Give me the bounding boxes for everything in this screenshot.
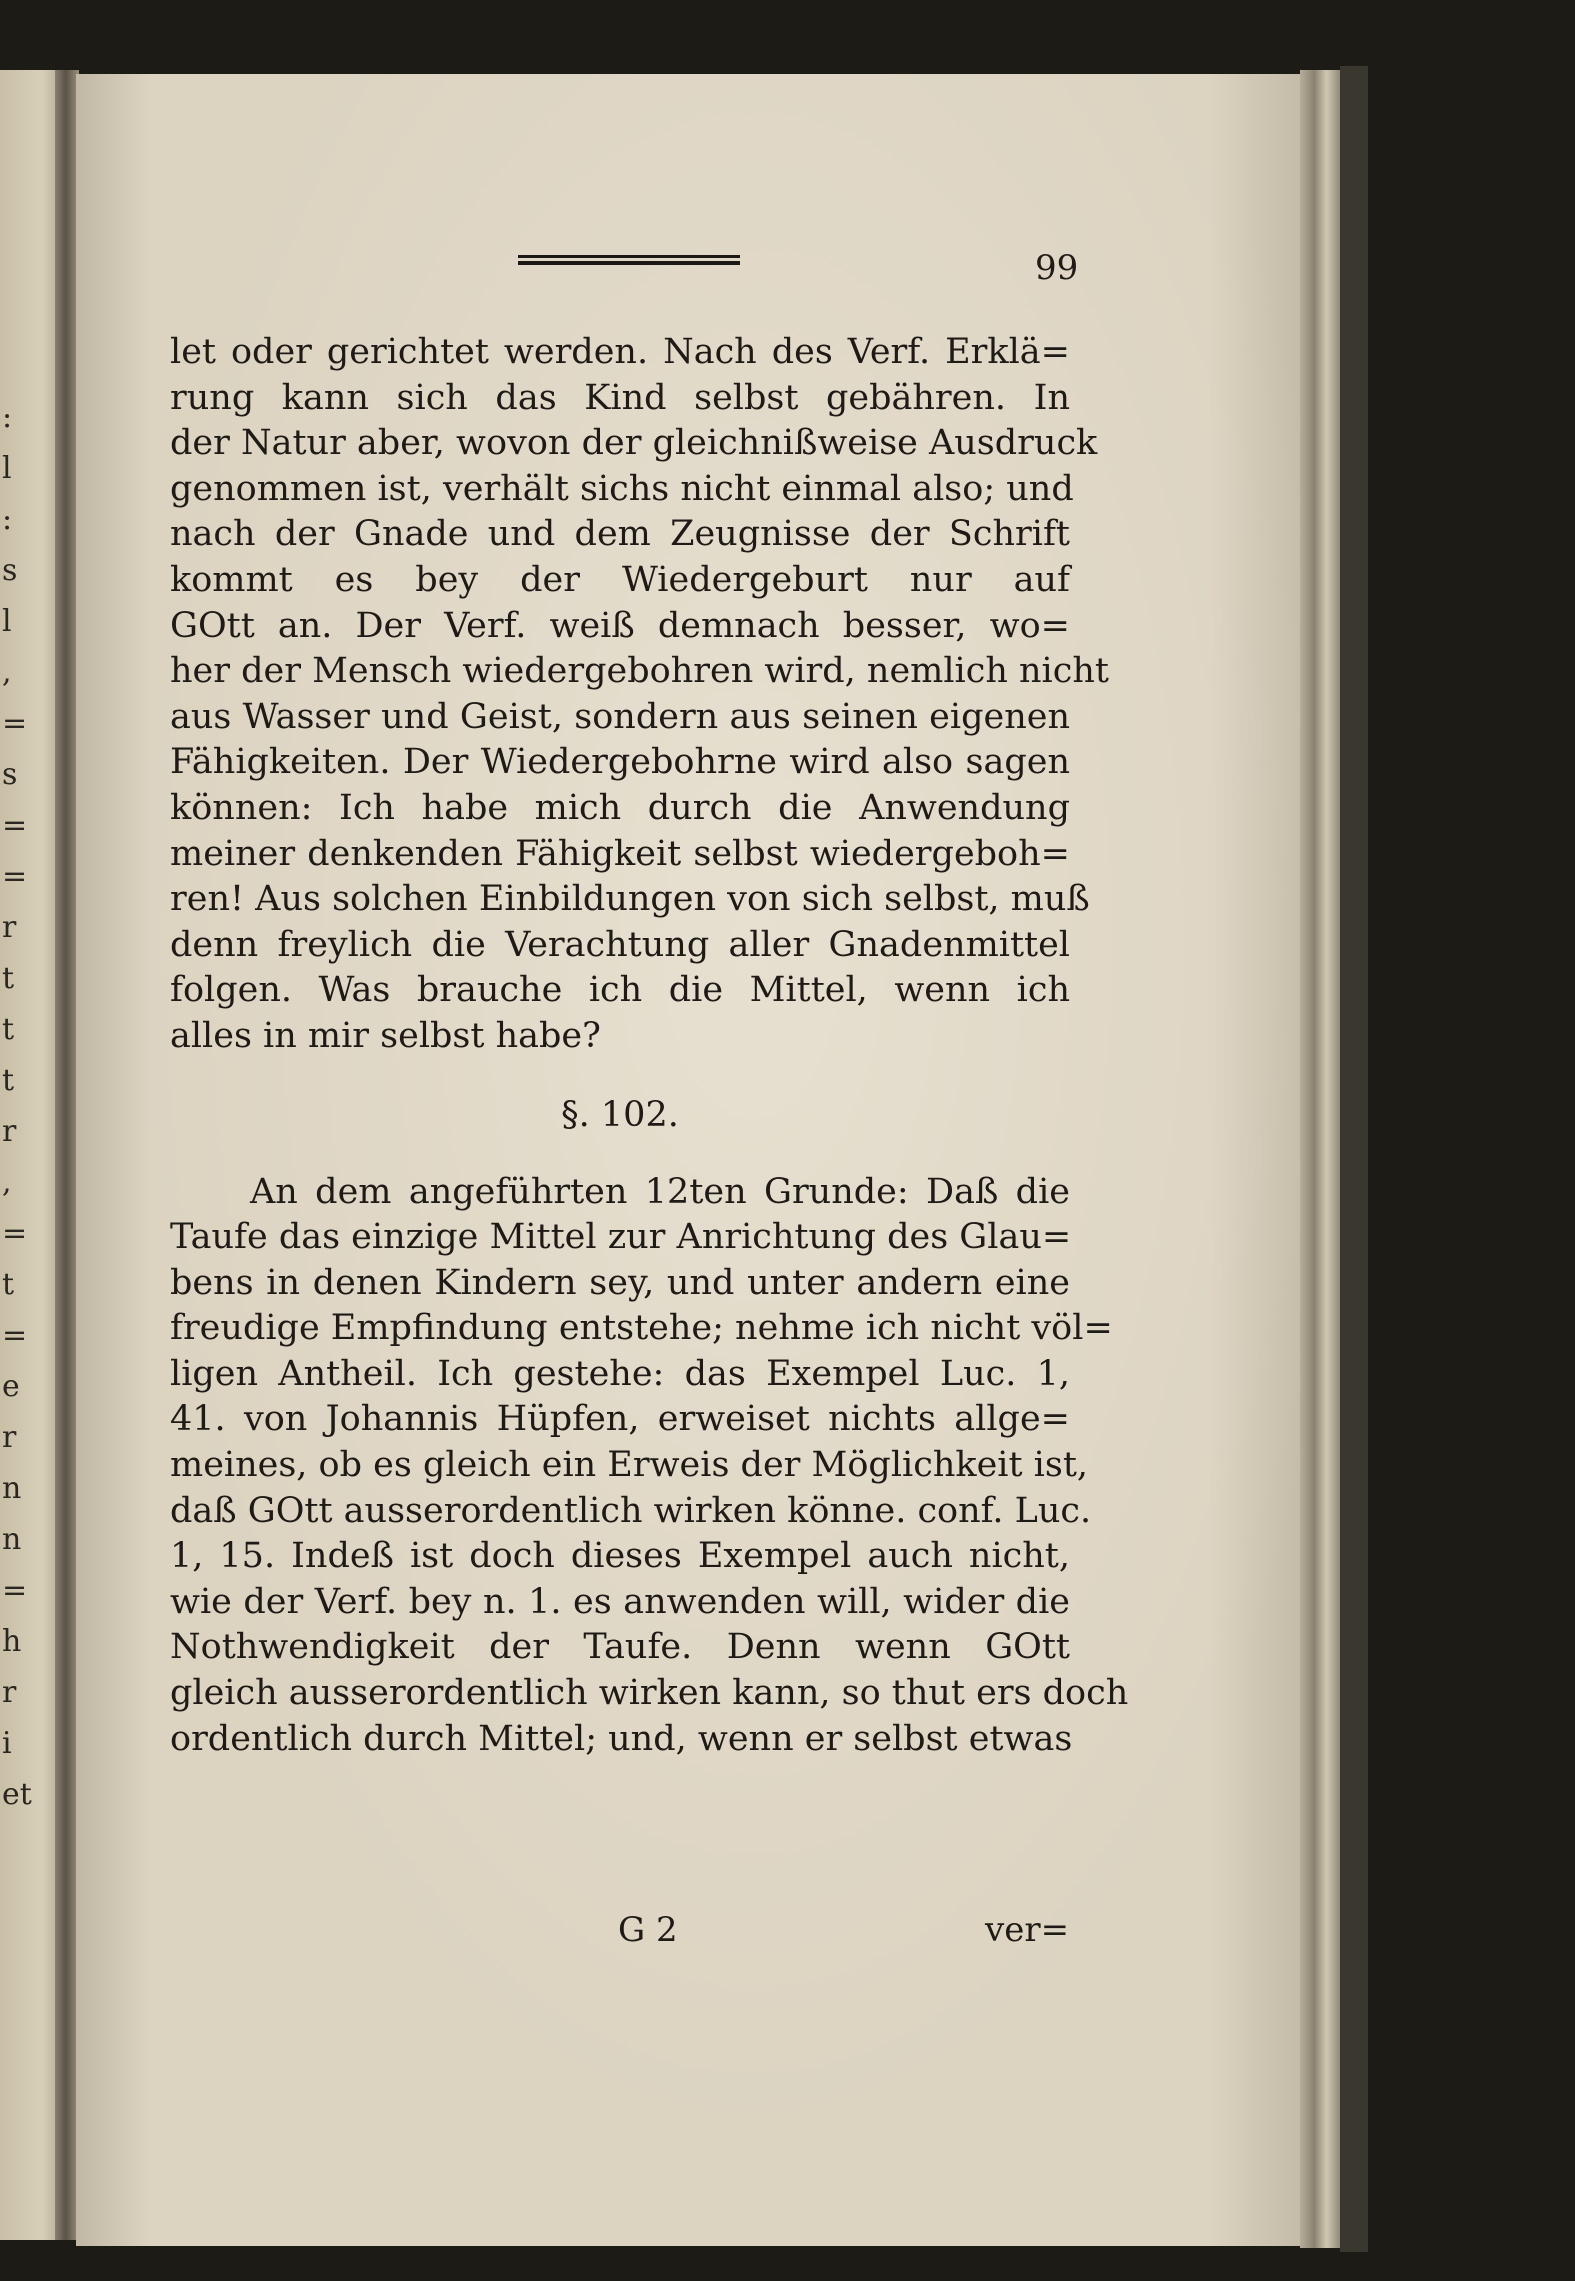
left-margin-letter: l: [2, 451, 12, 486]
text-line: ligen Antheil. Ich gestehe: das Exempel Luc. 1,: [170, 1353, 1070, 1394]
text-line: denn freylich die Verachtung aller Gnadenmittel: [170, 924, 1070, 965]
signature-mark: G 2: [618, 1910, 678, 1950]
text-line: bens in denen Kindern sey, und unter andern eine: [170, 1262, 1070, 1303]
page-number: 99: [1035, 248, 1079, 288]
text-line: der Natur aber, wovon der gleichnißweise Ausdruck: [170, 423, 1098, 464]
text-line: daß GOtt ausserordentlich wirken könne. conf. Luc.: [170, 1490, 1092, 1531]
left-margin-letter: t: [2, 1063, 15, 1098]
left-margin-letter: =: [2, 706, 28, 741]
left-margin-letter: =: [2, 859, 28, 894]
left-margin-letter: t: [2, 1012, 15, 1047]
text-line: Taufe das einzige Mittel zur Anrichtung des Glau=: [170, 1217, 1072, 1258]
left-margin-letter: s: [2, 553, 18, 588]
left-margin-letter: t: [2, 1267, 15, 1302]
text-line: her der Mensch wiedergebohren wird, nemlich nicht: [170, 651, 1109, 692]
left-margin-letter: r: [2, 1420, 17, 1455]
left-margin-letter: n: [2, 1522, 22, 1557]
left-margin-letter: r: [2, 1114, 17, 1149]
text-line: GOtt an. Der Verf. weiß demnach besser, wo=: [170, 605, 1070, 646]
left-margin-letter: ,: [2, 1165, 12, 1200]
left-margin-letter: ,: [2, 655, 12, 690]
text-line: freudige Empfindung entstehe; nehme ich nicht völ=: [170, 1308, 1113, 1349]
left-margin-letter: t: [2, 961, 15, 996]
text-line: wie der Verf. bey n. 1. es anwenden will, wider die: [170, 1581, 1070, 1622]
text-line: ren! Aus solchen Einbildungen von sich selbst, muß: [170, 879, 1090, 920]
left-margin-letter: :: [2, 502, 13, 537]
left-margin-letter: i: [2, 1726, 12, 1761]
text-line: Nothwendigkeit der Taufe. Denn wenn GOtt: [170, 1627, 1070, 1668]
left-margin-letter: h: [2, 1624, 22, 1659]
body-text: [170, 330, 1129, 1762]
text-line: 1, 15. Indeß ist doch dieses Exempel auch nicht,: [170, 1536, 1070, 1577]
text-line: let oder gerichtet werden. Nach des Verf. Erklä=: [170, 332, 1070, 372]
left-margin-letter: e: [2, 1369, 20, 1404]
text-line: Fähigkeiten. Der Wiedergebohrne wird also sagen: [170, 742, 1070, 783]
left-margin-letter: et: [2, 1777, 32, 1812]
text-line: gleich ausserordentlich wirken kann, so thut ers doch: [170, 1673, 1129, 1714]
text-line: alles in mir selbst habe?: [170, 1015, 601, 1056]
text-line: meiner denkenden Fähigkeit selbst wiedergeboh=: [170, 833, 1070, 874]
text-line: folgen. Was brauche ich die Mittel, wenn ich: [170, 970, 1070, 1011]
left-margin-letter: r: [2, 1675, 17, 1710]
text-line: 41. von Johannis Hüpfen, erweiset nichts allge=: [170, 1399, 1070, 1440]
left-margin-letter: :: [2, 400, 13, 435]
text-line: können: Ich habe mich durch die Anwendung: [170, 787, 1070, 828]
left-margin-letter: =: [2, 1216, 28, 1251]
header-rule: [518, 255, 740, 269]
catchword: ver=: [985, 1910, 1070, 1950]
text-line: genommen ist, verhält sichs nicht einmal also; und: [170, 468, 1074, 509]
left-margin-letter: =: [2, 808, 28, 843]
text-line: An dem angeführten 12ten Grunde: Daß die: [250, 1171, 1070, 1212]
left-margin-letter: =: [2, 1573, 28, 1608]
left-margin-letter: r: [2, 910, 17, 945]
text-line: meines, ob es gleich ein Erweis der Möglichkeit ist,: [170, 1445, 1089, 1486]
text-line: kommt es bey der Wiedergeburt nur auf: [170, 559, 1070, 600]
section-heading: §. 102.: [561, 1094, 679, 1135]
left-margin-letter: n: [2, 1471, 22, 1506]
text-line: rung kann sich das Kind selbst gebähren. In: [170, 377, 1070, 418]
text-line: aus Wasser und Geist, sondern aus seinen eigenen: [170, 696, 1070, 737]
left-margin-letter: =: [2, 1318, 28, 1353]
text-line: ordentlich durch Mittel; und, wenn er selbst etwas: [170, 1718, 1073, 1759]
left-margin-letter: s: [2, 757, 18, 792]
book-cover-edge: [1340, 66, 1368, 2252]
text-line: nach der Gnade und dem Zeugnisse der Schrift: [170, 514, 1070, 555]
left-margin-letter: l: [2, 604, 12, 639]
